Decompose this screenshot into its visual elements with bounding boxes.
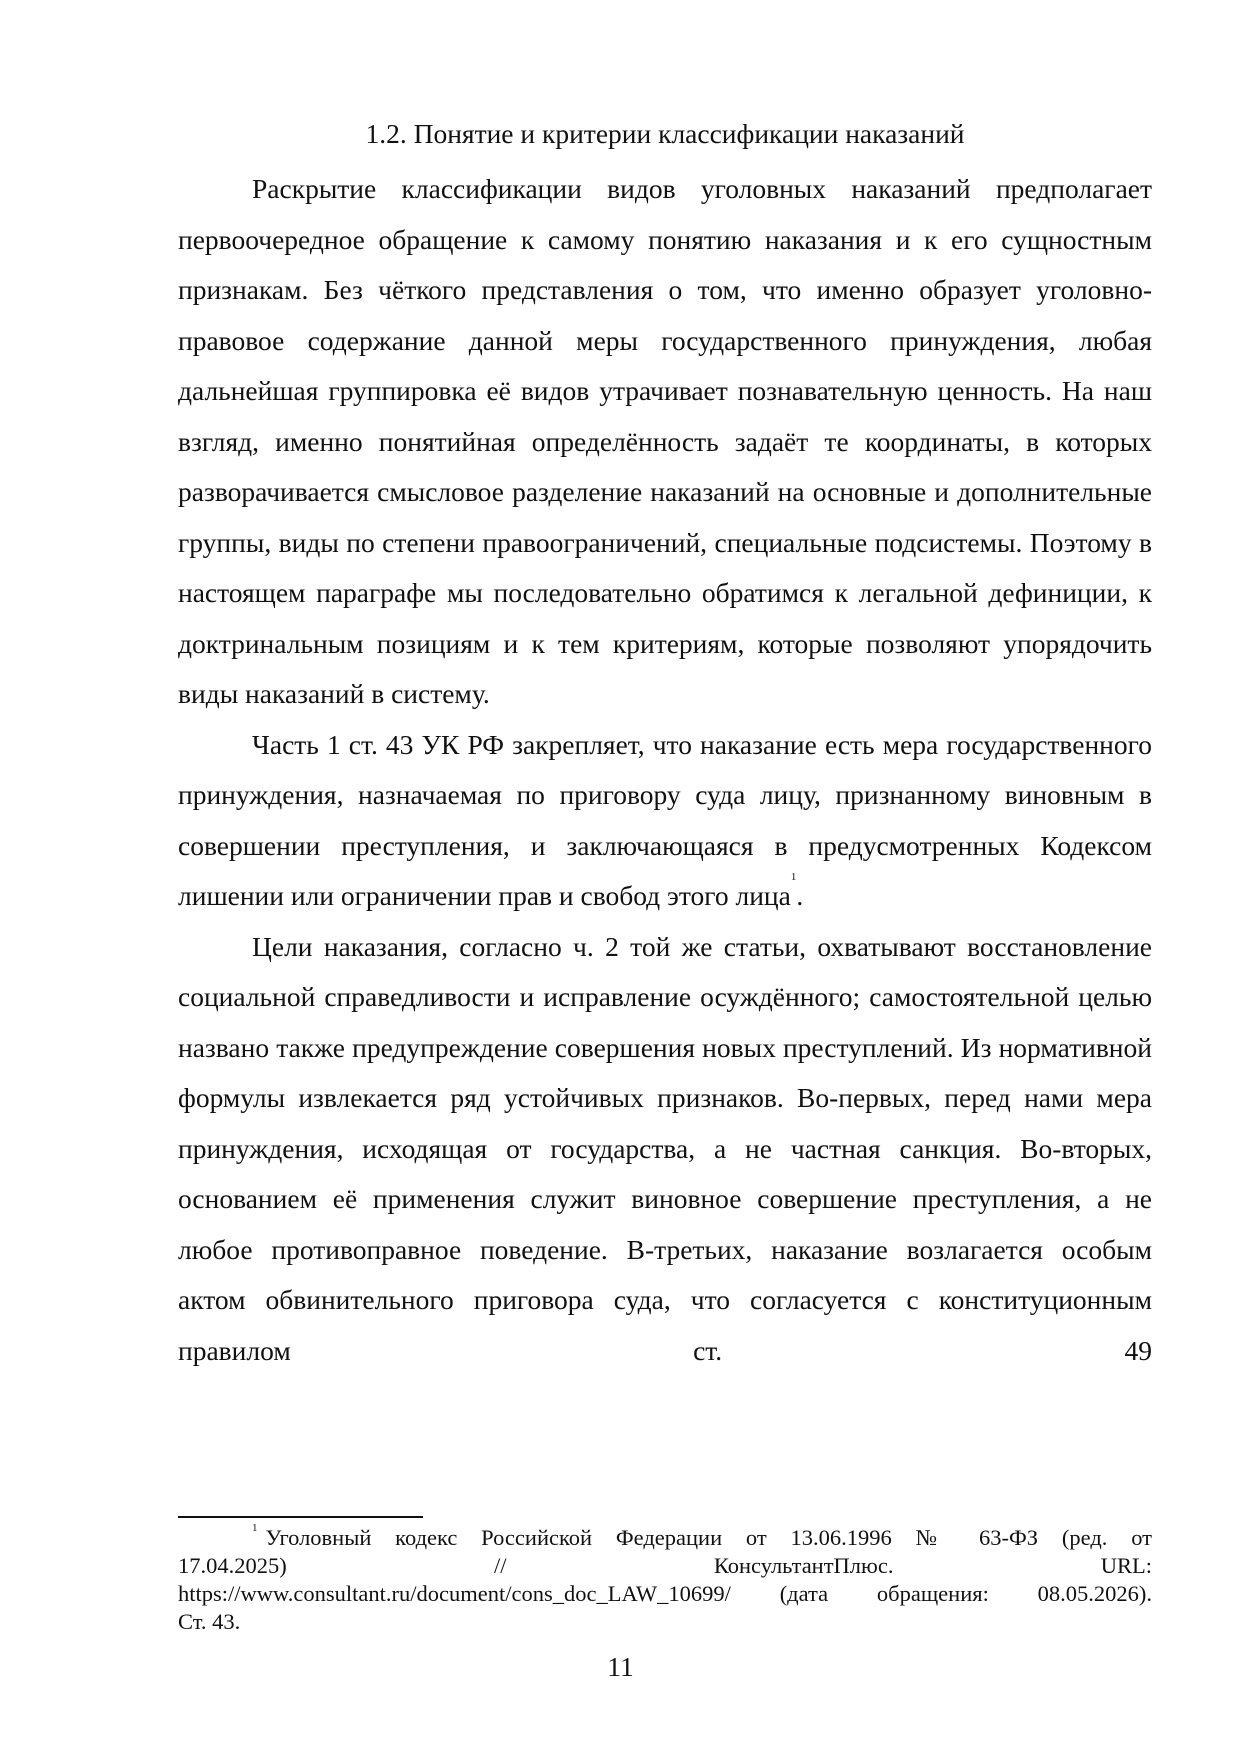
footnote-reference[interactable]: 1 <box>790 871 797 883</box>
page-number: 11 <box>607 1651 634 1682</box>
footnote-line-1-text: Уголовный кодекс Российской Федерации от 13.06.1996 № 63-ФЗ (ред. от <box>265 1525 1152 1550</box>
footnote-line-1 <box>178 1524 1152 1552</box>
body-text <box>178 164 1152 1376</box>
paragraph-2-text: Часть 1 ст. 43 УК РФ закрепляет, что наказание есть мера государственного принуждения, назначаемая по приговору суда лицу, признанному виновным в совершении преступления, и заключающаяся в предусмотренных Кодексом лишении или ограничении прав и свобод этого лица <box>178 728 1152 911</box>
footnote-line-2: 17.04.2025) // КонсультантПлюс. URL: <box>178 1553 1152 1578</box>
footnote-url-line: https://www.consultant.ru/document/cons_doc_LAW_10699/ (дата обращения: 08.05.2026). <box>178 1581 1152 1606</box>
paragraph-2 <box>178 720 1152 922</box>
section-heading: 1.2. Понятие и критерии классификации наказаний <box>365 118 965 149</box>
footnote <box>178 1524 1152 1636</box>
paragraph-2-tail: . <box>796 880 804 911</box>
paragraph-3 <box>178 922 1152 1377</box>
footnote-separator <box>178 1516 423 1518</box>
paragraph-1-text: Раскрытие классификации видов уголовных наказаний предполагает первоочередное обращение к самому понятию наказания и к его сущностным признакам. Без чёткого представления о том, что именно образует уголовно-правовое содержание данной меры государственного принуждения, любая дальнейшая группировка её видов утрачивает познавательную ценность. На наш взгляд, именно понятийная определённость задаёт те координаты, в которых разворачивается смысловое разделение наказаний на основные и дополнительные группы, виды по степени правоограничений, специальные подсистемы. Поэтому в настоящем параграфе мы последовательно обратимся к легальной дефиниции, к доктринальным позициям и к тем критериям, которые позволяют упорядочить виды наказаний в систему. <box>178 173 1152 709</box>
footnote-mark: 1 <box>252 1522 258 1534</box>
footnote-line-4: Ст. 43. <box>178 1609 241 1634</box>
paragraph-3-text: Цели наказания, согласно ч. 2 той же статьи, охватывают восстановление социальной справедливости и исправление осуждённого; самостоятельной целью названо также предупреждение совершения новых преступлений. Из нормативной формулы извлекается ряд устойчивых признаков. Во-первых, перед нами мера принуждения, исходящая от государства, а не частная санкция. Во-вторых, основанием её применения служит виновное совершение преступления, а не любое противоправное поведение. В-третьих, наказание возлагается особым актом обвинительного приговора суда, что согласуется с конституционным правилом ст. 49 <box>178 930 1152 1366</box>
paragraph-1 <box>178 164 1152 720</box>
